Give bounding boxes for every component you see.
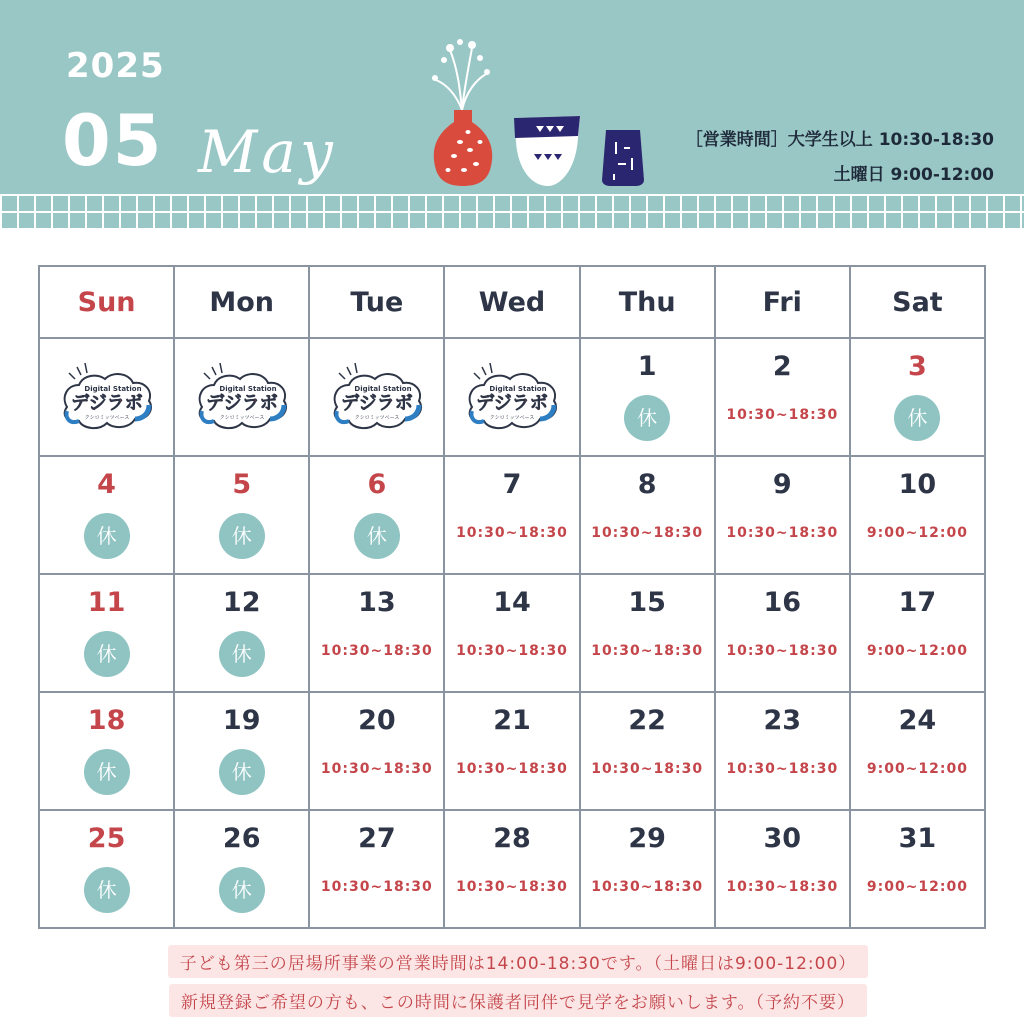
- closed-badge: 休: [84, 749, 130, 795]
- logo-cell: [309, 338, 444, 456]
- logo-cell: [39, 338, 174, 456]
- opening-hours: 10:30~18:30: [726, 761, 839, 777]
- day-number: 1: [637, 351, 657, 382]
- calendar-day-cell: [715, 574, 850, 692]
- opening-hours: 10:30~18:30: [320, 643, 433, 659]
- day-number: 22: [628, 705, 666, 736]
- closed-badge: 休: [624, 395, 670, 441]
- day-number: 4: [97, 469, 116, 500]
- calendar-day-cell: [850, 338, 985, 456]
- weekday-thu: Thu: [580, 266, 715, 338]
- calendar-day-cell: [850, 456, 985, 574]
- calendar-day-cell: [850, 810, 985, 928]
- day-number: 14: [493, 587, 531, 618]
- opening-hours: 10:30~18:30: [591, 525, 704, 541]
- calendar-day-cell: [580, 692, 715, 810]
- opening-hours: 9:00~12:00: [866, 761, 968, 777]
- day-number: 26: [222, 823, 261, 854]
- logo-sub-text: クシロミッツベース: [219, 415, 265, 421]
- opening-hours: 10:30~18:30: [726, 879, 839, 895]
- day-number: 29: [628, 823, 666, 854]
- notice-line-1: 子ども第三の居場所事業の営業時間は14:00-18:30です。（土曜日は9:00-12:00）: [168, 945, 869, 978]
- month-name: May: [198, 118, 337, 186]
- calendar-day-cell: [309, 574, 444, 692]
- year-label: 2025: [66, 46, 165, 86]
- weekday-header-row: [39, 266, 985, 338]
- calendar-day-cell: [309, 692, 444, 810]
- logo-sub-text: クシロミッツベース: [84, 415, 129, 421]
- digilabo-logo-icon: [327, 357, 427, 437]
- calendar-day-cell: [444, 810, 579, 928]
- calendar-day-cell: [580, 810, 715, 928]
- calendar-week-row: [39, 338, 985, 456]
- opening-hours: 10:30~18:30: [456, 643, 568, 659]
- day-number: 8: [637, 469, 657, 500]
- day-number: 10: [898, 469, 937, 500]
- business-hours-line-1: ［営業時間］大学生以上 10:30-18:30: [685, 130, 994, 150]
- calendar-week-row: [39, 574, 985, 692]
- digilabo-logo-icon: [462, 357, 562, 437]
- calendar-day-cell: [850, 692, 985, 810]
- calendar-body: [39, 338, 985, 928]
- closed-badge: 休: [84, 867, 130, 913]
- day-number: 17: [898, 587, 937, 618]
- calendar-day-cell: [39, 574, 174, 692]
- business-hours-line-2: 土曜日 9:00-12:00: [833, 165, 994, 185]
- opening-hours: 9:00~12:00: [866, 643, 968, 659]
- calendar-day-cell: [309, 810, 444, 928]
- closed-badge: 休: [894, 395, 940, 441]
- calendar-day-cell: [580, 574, 715, 692]
- calendar-day-cell: [580, 456, 715, 574]
- logo-main-text: デジラボ: [476, 393, 548, 414]
- day-number: 27: [358, 823, 396, 854]
- logo-cell: [174, 338, 309, 456]
- day-number: 25: [87, 823, 126, 854]
- calendar-day-cell: [444, 692, 579, 810]
- day-number: 11: [87, 587, 126, 618]
- calendar-day-cell: [715, 456, 850, 574]
- closed-badge: 休: [219, 749, 265, 795]
- calendar-week-row: [39, 456, 985, 574]
- weekday-tue: Tue: [309, 266, 444, 338]
- month-number: 05: [62, 100, 164, 182]
- closed-badge: 休: [219, 867, 265, 913]
- day-number: 16: [763, 587, 802, 618]
- digilabo-logo-icon: [192, 357, 292, 437]
- logo-cell: [444, 338, 579, 456]
- day-number: 12: [222, 587, 261, 618]
- calendar-day-cell: [715, 692, 850, 810]
- calendar-day-cell: [850, 574, 985, 692]
- day-number: 18: [87, 705, 126, 736]
- day-number: 15: [628, 587, 666, 618]
- opening-hours: 10:30~18:30: [726, 525, 839, 541]
- weekday-mon: Mon: [174, 266, 309, 338]
- day-number: 6: [367, 469, 387, 500]
- notice-area: [73, 945, 963, 1023]
- day-number: 2: [772, 351, 792, 382]
- calendar-day-cell: [174, 456, 309, 574]
- opening-hours: 10:30~18:30: [320, 879, 433, 895]
- day-number: 5: [232, 469, 252, 500]
- calendar-day-cell: [715, 810, 850, 928]
- day-number: 9: [772, 469, 792, 500]
- day-number: 13: [358, 587, 396, 618]
- day-number: 21: [493, 705, 531, 736]
- opening-hours: 10:30~18:30: [726, 643, 839, 659]
- calendar-day-cell: [39, 810, 174, 928]
- calendar-day-cell: [174, 574, 309, 692]
- opening-hours: 10:30~18:30: [320, 761, 433, 777]
- opening-hours: 10:30~18:30: [456, 525, 568, 541]
- weekday-sat: Sat: [850, 266, 985, 338]
- closed-badge: 休: [219, 631, 265, 677]
- header-banner: [0, 0, 1024, 228]
- logo-main-text: デジラボ: [70, 393, 143, 414]
- tile-pattern: [0, 194, 1024, 228]
- calendar-day-cell: [174, 810, 309, 928]
- calendar-day-cell: [309, 456, 444, 574]
- calendar-day-cell: [39, 456, 174, 574]
- day-number: 28: [493, 823, 531, 854]
- logo-sub-text: クシロミッツベース: [489, 415, 535, 421]
- calendar-day-cell: [444, 574, 579, 692]
- closed-badge: 休: [84, 513, 130, 559]
- weekday-wed: Wed: [444, 266, 579, 338]
- day-number: 20: [358, 705, 396, 736]
- closed-badge: 休: [219, 513, 265, 559]
- opening-hours: 10:30~18:30: [591, 643, 704, 659]
- closed-badge: 休: [84, 631, 130, 677]
- calendar-week-row: [39, 692, 985, 810]
- notice-line-2: 新規登録ご希望の方も、この時間に保護者同伴で見学をお願いします。（予約不要）: [169, 984, 867, 1017]
- opening-hours: 10:30~18:30: [726, 407, 839, 423]
- opening-hours: 10:30~18:30: [456, 879, 568, 895]
- day-number: 7: [502, 469, 522, 500]
- opening-hours: 10:30~18:30: [591, 761, 704, 777]
- day-number: 24: [898, 705, 937, 736]
- weekday-fri: Fri: [715, 266, 850, 338]
- logo-sub-text: クシロミッツベース: [354, 415, 400, 421]
- logo-main-text: デジラボ: [205, 393, 278, 414]
- calendar-day-cell: [39, 692, 174, 810]
- opening-hours: 9:00~12:00: [866, 879, 968, 895]
- logo-small-text: Digital Station: [219, 385, 277, 393]
- weekday-sun: Sun: [39, 266, 174, 338]
- digilabo-logo-icon: [57, 357, 157, 437]
- calendar-grid: [38, 265, 986, 929]
- calendar-day-cell: [174, 692, 309, 810]
- calendar-day-cell: [444, 456, 579, 574]
- opening-hours: 9:00~12:00: [866, 525, 968, 541]
- day-number: 31: [898, 823, 937, 854]
- logo-main-text: デジラボ: [341, 393, 413, 414]
- logo-small-text: Digital Station: [83, 385, 142, 393]
- closed-badge: 休: [354, 513, 400, 559]
- vases-illustration: [420, 30, 660, 200]
- opening-hours: 10:30~18:30: [591, 879, 704, 895]
- day-number: 23: [763, 705, 802, 736]
- day-number: 30: [763, 823, 802, 854]
- calendar-week-row: [39, 810, 985, 928]
- logo-small-text: Digital Station: [489, 385, 547, 393]
- calendar-day-cell: [580, 338, 715, 456]
- day-number: 3: [908, 351, 927, 382]
- opening-hours: 10:30~18:30: [456, 761, 568, 777]
- logo-small-text: Digital Station: [354, 385, 412, 393]
- day-number: 19: [222, 705, 261, 736]
- calendar-day-cell: [715, 338, 850, 456]
